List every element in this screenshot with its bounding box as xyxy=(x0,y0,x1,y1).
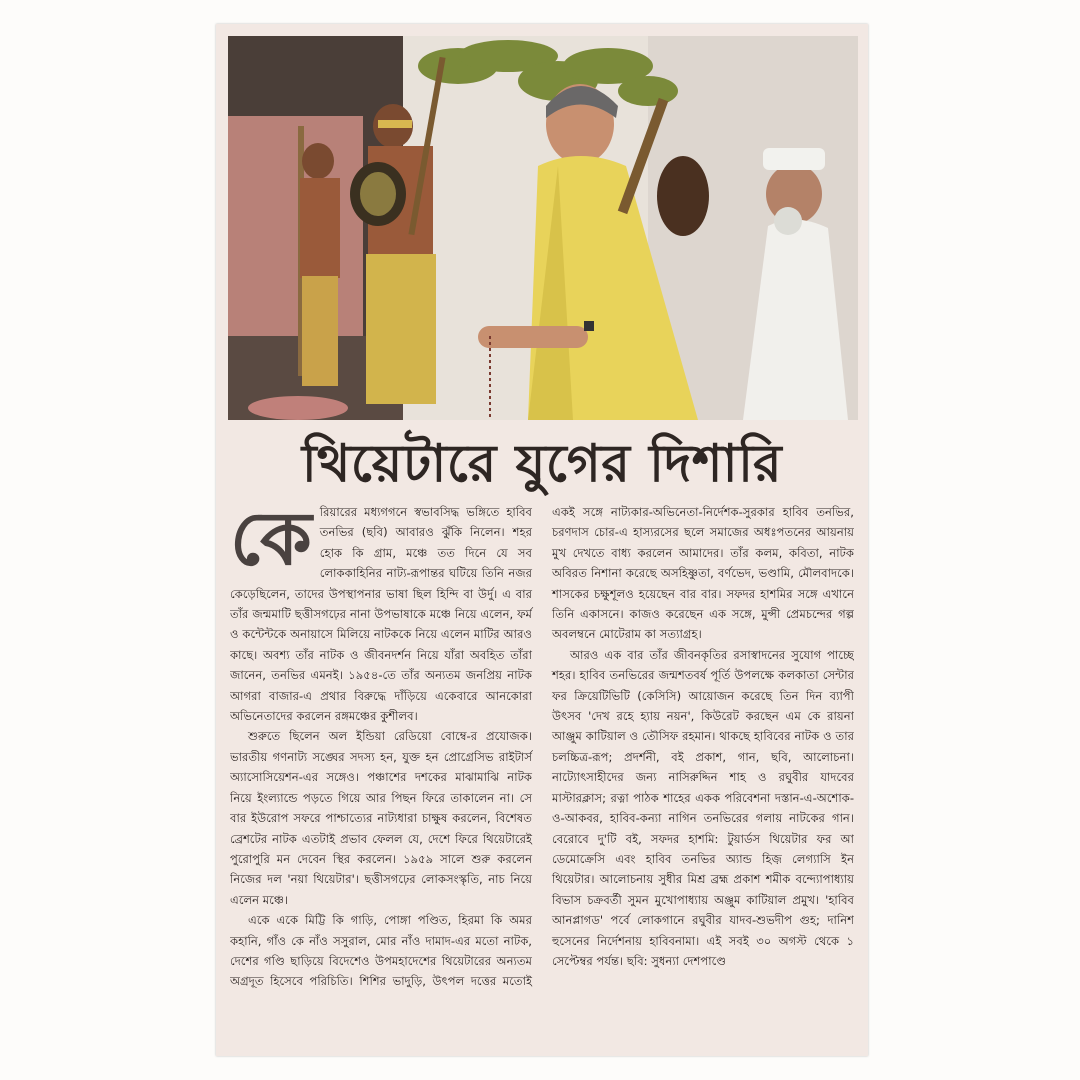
paragraph-text: রিয়ারের মধ্যগগনে স্বভাবসিদ্ধ ভঙ্গিতে হাবিব তনভির (ছবি) আবারও ঝুঁকি নিলেন। শহর হোক কি গ্রাম, মঞ্চে তত দিনে যে সব লোককাহিনির নাট্য-রূপান্তর ঘটিয়ে তিনি নজর কেড়েছিলেন, তাদের উপস্থাপনার ভাষা ছিল হিন্দি বা উর্দু। এ বার তাঁর জন্মমাটি ছত্তীসগঢ়ের নানা উপভাষাকে মঞ্চে নিয়ে এলেন, ফর্ম ও কন্টেন্টকে অনায়াসে মিলিয়ে নাটককে নিয়ে এলেন মাটির আরও কাছে। অবশ্য তাঁর নাটক ও জীবনদর্শন নিয়ে যাঁরা অবহিত তাঁরা জানেন, তনভির এমনই। ১৯৫৪-তে তাঁর অন্যতম জনপ্রিয় নাটক আগরা বাজার-এ প্রথার বিরুদ্ধে দাঁড়িয়ে একেবারে আনকোরা অভিনেতাদের করলেন রঙ্গমঞ্চের কুশীলব। xyxy=(230,505,532,724)
headline: থিয়েটারে যুগের দিশারি xyxy=(301,434,783,494)
paragraph: একে একে মিট্টি কি গাড়ি, পোঙ্গা পণ্ডিত, হিরমা কি অমর কহানি, গাঁও কে নাঁও সসুরাল, মোর নাঁও দামাদ-এর মতো নাটক, দেশের গণ্ডি ছাড়িয়ে বিদেশেও উপমহাদেশের থিয়েটারের অন্যতম অগ্রদূত হিসেবে পরিচিতি। শিশির ভাদুড়ি, উৎপল দত্তের মতোই একই সঙ্গে নাট্যকার-অভিনেতা-নির্দেশক-সুরকার হাবিব তনভির, চরণদাস চোর-এ হাস্যরসের ছলে সমাজের অধঃপতনের আয়নায় মুখ দেখতে বাধ্য করলেন আমাদের। তাঁর কলম, কবিতা, নাটক অবিরত নিশানা করেছে অসহিষ্ণুতা, বর্ণভেদ, ভণ্ডামি, মৌলবাদকে। শাসকের চক্ষুশূলও হয়েছেন বার বার। সফদর হাশমির সঙ্গে এখানে তিনি একাসনে। কাজও করেছেন এক সঙ্গে, মুন্সী প্রেমচন্দের গল্প অবলম্বনে মোটেরাম কা সত্যাগ্রহ। xyxy=(230,505,854,989)
drop-cap: কে xyxy=(230,502,312,582)
newspaper-clipping xyxy=(216,24,868,1056)
paragraph xyxy=(230,502,532,726)
paragraph: শুরুতে ছিলেন অল ইন্ডিয়া রেডিয়ো বোম্বে-র প্রযোজক। ভারতীয় গণনাট্য সঙ্ঘের সদস্য হন, যুক্ত হন প্রোগ্রেসিভ রাইটার্স অ্যাসোসিয়েশন-এর সঙ্গেও। পঞ্চাশের দশকের মাঝামাঝি নাটক নিয়ে ইংল্যান্ডে পড়তে গিয়ে আর পিছন ফিরে তাকালেন না। সে বার ইউরোপ সফরে পাশ্চাত্যের নাট্যধারা চাক্ষুষ করলেন, বিশেষত ব্রেশটের নাটক এতটাই প্রভাব ফেলল যে, দেশে ফিরে থিয়েটারেই পুরোপুরি মন দেবেন স্থির করলেন। ১৯৫৯ সালে শুরু করলেন নিজের দল 'নয়া থিয়েটার'। ছত্তীসগঢ়ের লোকসংস্কৃতি, নাচ নিয়ে এলেন মঞ্চে। xyxy=(230,729,532,907)
article-photo xyxy=(228,36,858,420)
stage-scene-image xyxy=(228,36,858,420)
article-body xyxy=(230,502,854,1052)
paragraph: আরও এক বার তাঁর জীবনকৃতির রসাস্বাদনের সুযোগ পাচ্ছে শহর। হাবিব তনভিরের জন্মশতবর্ষ পূর্তি উপলক্ষে কলকাতা সেন্টার ফর ক্রিয়েটিভিটি (কেসিসি) আয়োজন করেছে তিন দিন ব্যাপী উৎসব 'দেখ রহে হ্যায় নয়ন', কিউরেট করছেন এম কে রায়না আঞ্জুম কাটিয়াল ও তৌসিফ রহমান। থাকছে হাবিবের নাটক ও তার চলচ্চিত্র-রূপ; প্রদর্শনী, বই প্রকাশ, গান, ছবি, আলোচনা। নাট্যোৎসাহীদের জন্য নাসিরুদ্দিন শাহ ও রঘুবীর যাদবের মাস্টারক্লাস; রত্না পাঠক শাহের একক পরিবেশনা দস্তান-এ-অশোক-ও-আকবর, হাবিব-কন্যা নাগিন তনভিরের গলায় নাটকের গান। বেরোবে দু'টি বই, সফদর হাশমি: টুয়ার্ডস থিয়েটার ফর আ ডেমোক্রেসি এবং হাবিব তনভির অ্যান্ড হিজ় লেগ্যাসি ইন থিয়েটার। আলোচনায় সুধীর মিশ্র ব্রহ্ম প্রকাশ শমীক বন্দ্যোপাধ্যায় বিভাস চক্রবর্তী সুমন মুখোপাধ্যায় অঞ্জুম কাটিয়াল প্রমুখ। 'হাবিব আনপ্লাগড' পর্বে লোকগানে রঘুবীর যাদব-শুভদীপ গুহ; দানিশ হুসেনের নির্দেশনায় হাবিবনামা। এই সবই ৩০ অগস্ট থেকে ১ সেপ্টেম্বর পর্যন্ত। ছবি: সুধন্যা দেশপাণ্ডে xyxy=(552,647,854,968)
